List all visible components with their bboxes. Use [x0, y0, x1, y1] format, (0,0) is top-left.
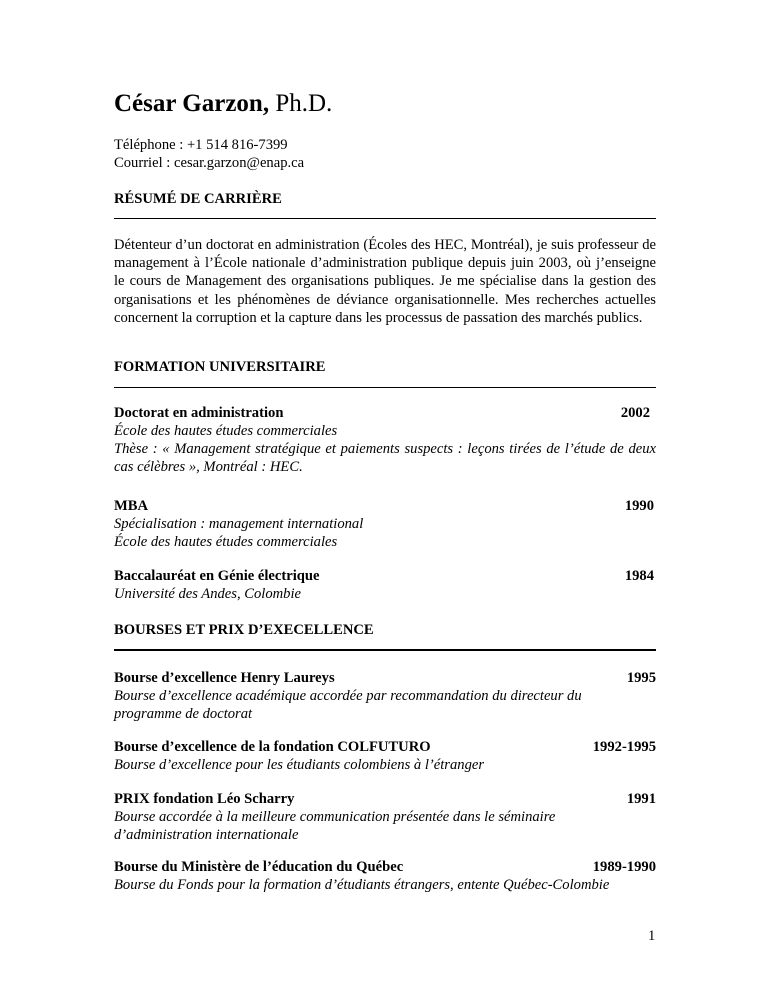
degree-detail: École des hautes études commerciales: [114, 534, 338, 550]
degree-title: MBA: [114, 498, 149, 514]
education-heading: FORMATION UNIVERSITAIRE: [114, 359, 326, 375]
career-summary: Détenteur d’un doctorat en administration (Écoles des HEC, Montréal), je suis professeur de management à l’École nationale d’administration publique depuis juin 2003, où j’enseigne le cours de Management des organisations publiques. Je me spécialise dans la gestion des organisations et les phénomènes de déviance organisationnelle. Mes recherches actuelles concernent la corruption et la capture dans les processus de passation des marchés publics.: [114, 237, 656, 326]
award-description: Bourse accordée à la meilleure communication présentée dans le séminaire d’administration internationale: [114, 809, 556, 843]
phone-line: Téléphone : +1 514 816-7399: [114, 137, 288, 153]
award-description: Bourse du Fonds pour la formation d’étudiants étrangers, entente Québec-Colombie: [114, 877, 610, 893]
degree-year: 1984: [624, 568, 654, 584]
degree-detail: Université des Andes, Colombie: [114, 586, 301, 602]
education-item: [114, 404, 656, 476]
email-line: Courriel : cesar.garzon@enap.ca: [114, 155, 305, 171]
page-number: 1: [648, 928, 656, 944]
degree-year: 2002: [620, 405, 650, 421]
education-item: [114, 567, 656, 603]
award-year: 1991: [626, 791, 656, 807]
education-divider: [114, 387, 656, 388]
degree-detail: Thèse : « Management stratégique et paiements suspects : leçons tirées de l’étude de deux cas célèbres », Montréal : HEC.: [114, 441, 656, 475]
degree-detail: Spécialisation : management international: [114, 516, 364, 532]
award-name: Bourse d’excellence Henry Laureys: [114, 670, 335, 686]
degree-title: Baccalauréat en Génie électrique: [114, 568, 320, 584]
award-description: Bourse d’excellence académique accordée par recommandation du directeur du programme de doctorat: [114, 688, 582, 722]
name-suffix: Ph.D.: [269, 90, 333, 117]
degree-detail: École des hautes études commerciales: [114, 423, 338, 439]
award-item: [114, 738, 656, 774]
person-name: [114, 88, 332, 120]
name-bold: César Garzon,: [114, 90, 270, 117]
awards-divider: [114, 649, 656, 651]
award-year: 1992-1995: [592, 739, 656, 755]
education-item: [114, 497, 656, 551]
award-name: Bourse d’excellence de la fondation COLFUTURO: [114, 739, 431, 755]
degree-title: Doctorat en administration: [114, 405, 284, 421]
award-item: [114, 669, 656, 723]
awards-heading: BOURSES ET PRIX D’EXECELLENCE: [114, 622, 374, 638]
award-item: [114, 858, 656, 894]
award-description: Bourse d’excellence pour les étudiants colombiens à l’étranger: [114, 757, 485, 773]
award-item: [114, 790, 656, 844]
award-year: 1989-1990: [592, 859, 656, 875]
degree-year: 1990: [624, 498, 654, 514]
award-year: 1995: [626, 670, 656, 686]
career-heading: RÉSUMÉ DE CARRIÈRE: [114, 191, 282, 207]
award-name: Bourse du Ministère de l’éducation du Québec: [114, 859, 404, 875]
award-name: PRIX fondation Léo Scharry: [114, 791, 295, 807]
career-divider: [114, 218, 656, 219]
